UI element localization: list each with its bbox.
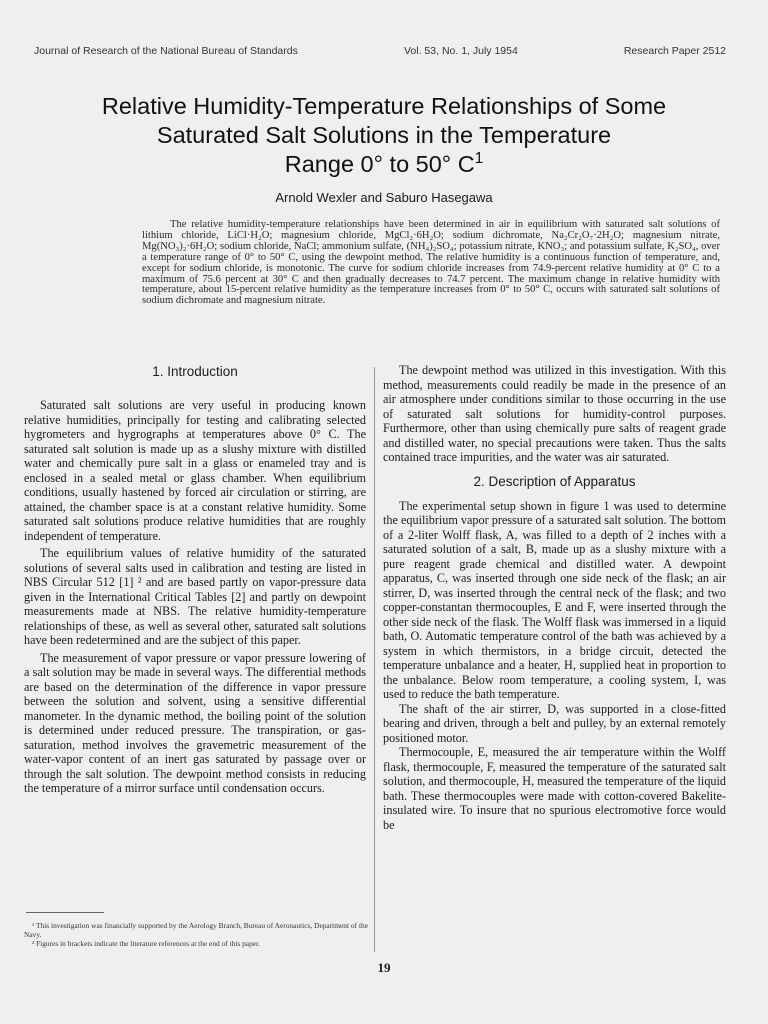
- title-line-3-text: Range 0° to 50° C: [284, 151, 475, 177]
- authors: Arnold Wexler and Saburo Hasegawa: [275, 190, 493, 205]
- footnote-2: ² Figures in brackets indicate the literature references at the end of this paper.: [32, 939, 260, 949]
- paragraph: Thermocouple, E, measured the air temperature within the Wolff flask, thermocouple, F, measured the temperature of the saturated salt solution, and thermocouple, H, measured the temperature of the liquid bath. These thermocouples were made with cotton-covered Bakelite-insulated wire. To insure that no spurious electromotive force would be: [383, 745, 726, 832]
- paragraph: The equilibrium values of relative humidity of the saturated solutions of several salts used in calibration and testing are listed in NBS Circular 512 [1] ² and are based partly on vapor-pressure data given in the International Critical Tables [2] and partly on dewpoint measurements made at NBS. The relative humidity-temperature relationships of these, as well as several other, saturated salt solutions have been redetermined and are the subject of this paper.: [24, 546, 366, 647]
- paragraph: The shaft of the air stirrer, D, was supported in a close-fitted bearing and driven, through a belt and pulley, by an external remotely positioned motor.: [383, 701, 726, 745]
- right-column: [383, 363, 726, 832]
- volume-info: Vol. 53, No. 1, July 1954: [404, 45, 518, 57]
- journal-name: Journal of Research of the National Bureau of Standards: [34, 45, 298, 57]
- title-footnote-mark: 1: [474, 150, 484, 168]
- title-line-1: Relative Humidity-Temperature Relationships of Some: [101, 93, 667, 119]
- section-heading-apparatus: 2. Description of Apparatus: [473, 473, 636, 489]
- left-column: [24, 364, 366, 796]
- footnote-rule: [26, 912, 104, 913]
- paragraph: The dewpoint method was utilized in this investigation. With this method, measurements could readily be made in the presence of an air atmosphere under conditions similar to those occurring in the use of saturated salt solutions for humidity-control purposes. Furthermore, other than using chemically pure salts of reagent grade and distilled water, no special precautions were taken. Thus the salts contained trace impurities, and the water was air saturated.: [383, 363, 726, 464]
- title-line-2: Saturated Salt Solutions in the Temperature: [156, 122, 612, 148]
- section-heading-introduction: 1. Introduction: [152, 364, 238, 379]
- paper-title: [20, 92, 748, 179]
- paragraph: Saturated salt solutions are very useful in producing known relative humidities, principally for testing and calibrating selected hygrometers and hygrographs at temperatures above 0° C. The saturated salt solution is made up as a slushy mixture with distilled water and chemically pure salt in a glass or enameled tray and is enclosed in a sealed metal or glass chamber. When equilibrium conditions, usually hastened by forced air circulation or stirring, are attained, the chamber space is at a constant relative humidity. Some saturated salt solutions produce relative humidities that are roughly independent of temperature.: [24, 398, 366, 543]
- footnote-1: ¹ This investigation was financially supported by the Aerology Branch, Bureau of Aeronautics, Department of the Navy.: [24, 921, 368, 940]
- column-divider: [374, 367, 375, 952]
- paragraph: The measurement of vapor pressure or vapor pressure lowering of a salt solution may be made in several ways. The differential methods are based on the determination of the difference in vapor pressure between the solution and solvent, using a sensitive differential manometer. In the dynamic method, the boiling point of the solution is determined under reduced pressure. The transpiration, or gas-saturation, method involves the gravemetric measurement of the water-vapor content of an inert gas saturated by passage over or through the salt solution. The dewpoint method consists in reducing the temperature of a mirror surface until condensation occurs.: [24, 650, 366, 795]
- abstract-text: The relative humidity-temperature relationships have been determined in air in equilibrium with saturated salt solutions of lithium chloride, LiCl·H₂O; magnesium chloride, MgCl₂·6H₂O; sodium dichromate, Na₂Cr₂O₇·2H₂O; magnesium nitrate, Mg(NO₃)₂·6H₂O; sodium chloride, NaCl; ammonium sulfate, (NH₄)₂SO₄; potassium nitrate, KNO₃; and potassium sulfate, K₂SO₄, over a temperature range of 0° to 50° C, using the dewpoint method. The relative humidity is a continuous function of temperature, and, except for sodium chloride, is monotonic. The curve for sodium chloride increases from 74.9-percent relative humidity at 0° C to a maximum of 75.6 percent at 30° C and then gradually decreases to 74.7 percent. The maximum change in relative humidity with temperature, about 15-percent relative humidity as the temperature increases from 0° to 50° C, occurs with saturated salt solutions of sodium dichromate and magnesium nitrate.: [142, 219, 720, 307]
- paragraph: The experimental setup shown in figure 1 was used to determine the equilibrium vapor pressure of a saturated salt solution. The bottom of a 2-liter Wolff flask, A, was filled to a depth of 2 inches with a saturated solution of a salt, B, made up as a slushy mixture with a pure reagent grade chemical and distilled water. A dewpoint apparatus, C, was inserted through one side neck of the flask; an air stirrer, D, was inserted through the central neck of the flask; and two copper-constantan thermocouples, E and F, were inserted through the other side neck of the flask. The Wolff flask was immersed in a liquid bath, O. Automatic temperature control of the bath was achieved by a system in which thermistors, in a bridge circuit, detected the temperature unbalance and a heater, H, supplied heat in proportion to the unbalance. Below room temperature, a cooling system, I, was used to reduce the bath temperature.: [383, 498, 726, 701]
- footnotes: [24, 921, 368, 949]
- title-line-3: [20, 150, 748, 179]
- page-number: 19: [377, 960, 391, 975]
- research-paper-number: Research Paper 2512: [623, 45, 726, 57]
- abstract: [142, 220, 720, 307]
